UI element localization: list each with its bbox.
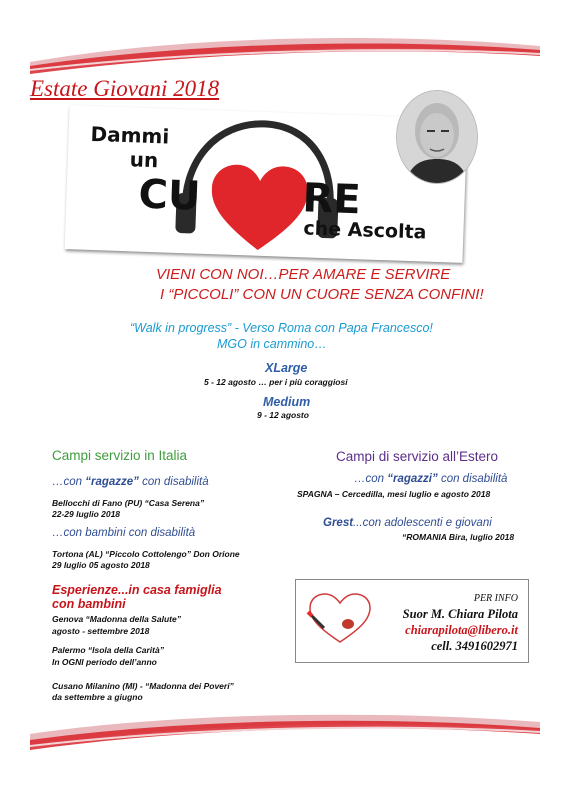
page-title: Estate Giovani 2018: [30, 76, 220, 101]
banner-word-un: un: [129, 147, 159, 173]
exp-item-3-line-1: Cusano Milanino (MI) - “Madonna dei Poveri”: [52, 681, 234, 691]
italy-group2-title: …con bambini con disabilità: [52, 527, 196, 539]
banner-word-cu: CU: [137, 171, 202, 220]
exp-item-3-line-2: da settembre a giugno: [52, 692, 143, 702]
abroad-heading: Campi di servizio all’Estero: [336, 449, 499, 464]
italy-heading: Campi servizio in Italia: [52, 448, 188, 463]
banner-word-re: RE: [301, 175, 362, 224]
banner-word-dammi: Dammi: [90, 121, 170, 149]
bottom-wave-decoration: [0, 712, 565, 762]
info-phone: cell. 3491602971: [431, 639, 518, 653]
exp-item-2-line-1: Palermo “Isola della Carità”: [52, 645, 164, 655]
abroad-group2-title: Grest...con adolescenti e giovani: [323, 517, 492, 529]
italy-group1-title: …con “ragazze” con disabilità: [52, 476, 209, 488]
abroad-group2-detail: “ROMANIA Bira, luglio 2018: [402, 532, 515, 542]
italy-group1-dates: 22-29 luglio 2018: [52, 509, 121, 519]
exp-item-1-line-1: Genova “Madonna della Salute”: [52, 614, 181, 624]
abroad-group1-title: …con “ragazzi” con disabilità: [354, 473, 508, 485]
walk-line-1: “Walk in progress” - Verso Roma con Papa Francesco!: [130, 321, 433, 335]
tier-medium-dates: 9 - 12 agosto: [257, 410, 309, 420]
italy-group2-place: Tortona (AL) “Piccolo Cottolengo” Don Orione: [52, 549, 240, 559]
info-box: [295, 579, 529, 663]
experiences-heading: Esperienze...in casa famiglia con bambini: [52, 583, 222, 611]
tier-xlarge-dates: 5 - 12 agosto … per i più coraggiosi: [204, 377, 348, 387]
tier-medium-name: Medium: [263, 395, 311, 409]
top-wave-decoration: [0, 28, 565, 78]
tier-xlarge-name: XLarge: [265, 361, 308, 375]
italy-group1-place: Bellocchi di Fano (PU) “Casa Serena”: [52, 498, 205, 508]
exp-item-2-line-2: In OGNI periodo dell’anno: [52, 657, 157, 667]
heart-icon: [210, 162, 309, 255]
slogan-line-2: I “PICCOLI” CON UN CUORE SENZA CONFINI!: [160, 286, 484, 303]
info-name: Suor M. Chiara Pilota: [402, 607, 518, 621]
slogan-line-1: VIENI CON NOI…PER AMARE E SERVIRE: [156, 266, 451, 283]
exp-item-1-line-2: agosto - settembre 2018: [52, 626, 150, 636]
abroad-group1-detail: SPAGNA – Cercedilla, mesi luglio e agosto 2018: [297, 489, 491, 499]
info-email[interactable]: chiarapilota@libero.it: [405, 623, 518, 637]
walk-line-2: MGO in cammino…: [217, 337, 327, 351]
heart-pencil-icon: [304, 590, 374, 650]
banner-word-che-ascolta: che Ascolta: [303, 217, 427, 244]
italy-group2-dates: 29 luglio 05 agosto 2018: [52, 560, 150, 570]
priest-portrait: [396, 90, 478, 184]
info-label: PER INFO: [473, 593, 518, 604]
